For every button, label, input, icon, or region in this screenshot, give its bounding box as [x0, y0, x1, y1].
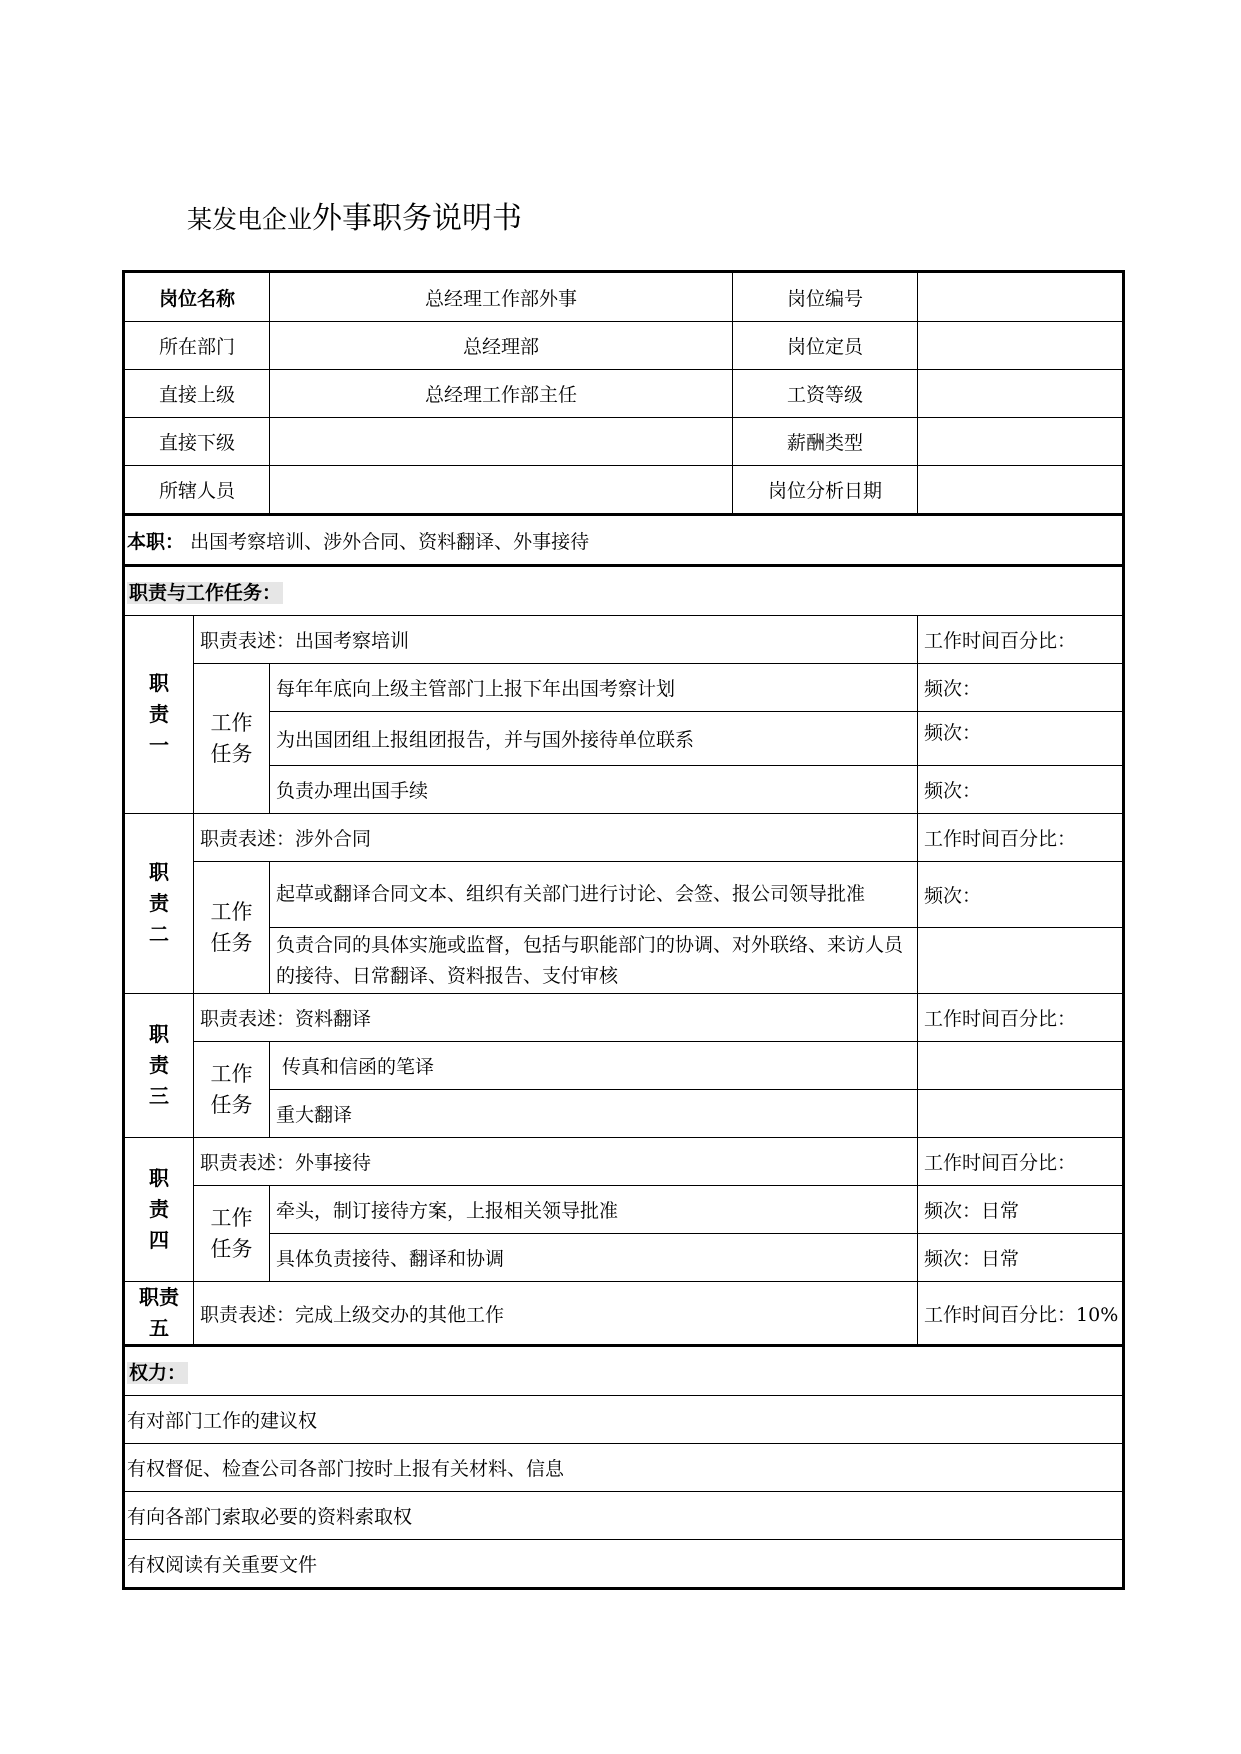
duty-1-percent: 工作时间百分比：: [918, 616, 1124, 664]
duty-4-task-2-freq: 频次：日常: [918, 1234, 1124, 1282]
power-row: [124, 1540, 1124, 1589]
duty-5-label: 职责五: [124, 1282, 194, 1346]
info-value: 总经理工作部外事: [270, 272, 733, 322]
info-row-position-name: [124, 272, 1124, 322]
duty-5-percent: 工作时间百分比：10%: [918, 1282, 1124, 1346]
duties-header-row: [124, 566, 1124, 616]
info-row-superior: [124, 370, 1124, 418]
duty-4-task-label: 工作任务: [194, 1186, 270, 1282]
duty-4-task-row: [124, 1234, 1124, 1282]
duty-2-task-row: [124, 862, 1124, 928]
power-row: [124, 1444, 1124, 1492]
duty-4-task-1: 牵头，制订接待方案，上报相关领导批准: [270, 1186, 918, 1234]
duty-2-percent: 工作时间百分比：: [918, 814, 1124, 862]
duty-3-task-label: 工作任务: [194, 1042, 270, 1138]
power-item-2: 有权督促、检查公司各部门按时上报有关材料、信息: [124, 1444, 1124, 1492]
duty-1-task-2: 为出国团组上报组团报告，并与国外接待单位联系: [270, 712, 918, 766]
duty-2-task-1: 起草或翻译合同文本、组织有关部门进行讨论、会签、报公司领导批准: [270, 862, 918, 928]
duty-1-task-row: [124, 712, 1124, 766]
duty-2-task-2-freq: [918, 928, 1124, 994]
info-value: [270, 418, 733, 466]
powers-header-row: [124, 1346, 1124, 1396]
duty-3-task-2: 重大翻译: [270, 1090, 918, 1138]
info-value2: [918, 272, 1124, 322]
duty-4-task-2: 具体负责接待、翻译和协调: [270, 1234, 918, 1282]
info-row-staff: [124, 466, 1124, 515]
info-value2: [918, 466, 1124, 515]
duty-3-task-1: 传真和信函的笔译: [270, 1042, 918, 1090]
duty-3-task-1-freq: [918, 1042, 1124, 1090]
info-label: 岗位名称: [124, 272, 270, 322]
duty-4-task-row: [124, 1186, 1124, 1234]
power-row: [124, 1396, 1124, 1444]
power-row: [124, 1492, 1124, 1540]
duty-3-percent: 工作时间百分比：: [918, 994, 1124, 1042]
info-value: 总经理部: [270, 322, 733, 370]
duty-3-desc-row: [124, 994, 1124, 1042]
info-label2: 岗位定员: [733, 322, 918, 370]
info-value: [270, 466, 733, 515]
duty-2-desc-row: [124, 814, 1124, 862]
duties-header: 职责与工作任务：: [129, 581, 282, 604]
info-value2: [918, 322, 1124, 370]
powers-header: 权力：: [129, 1361, 187, 1384]
main-duty-row: [124, 515, 1124, 566]
duty-4-task-1-freq: 频次：日常: [918, 1186, 1124, 1234]
duty-1-task-label: 工作任务: [194, 664, 270, 814]
duty-1-task-1: 每年年底向上级主管部门上报下年出国考察计划: [270, 664, 918, 712]
duty-2-label: 职责二: [124, 814, 194, 994]
info-label: 所在部门: [124, 322, 270, 370]
duty-1-desc: 职责表述：出国考察培训: [194, 616, 918, 664]
info-row-subordinate: [124, 418, 1124, 466]
info-label2: 岗位编号: [733, 272, 918, 322]
duty-1-desc-row: [124, 616, 1124, 664]
info-value: 总经理工作部主任: [270, 370, 733, 418]
duty-1-task-3-freq: 频次：: [918, 766, 1124, 814]
duty-2-desc: 职责表述：涉外合同: [194, 814, 918, 862]
job-description-table: [122, 270, 1125, 1590]
duty-1-task-2-freq: 频次：: [918, 712, 1124, 766]
info-row-department: [124, 322, 1124, 370]
info-value2: [918, 370, 1124, 418]
duty-1-task-row: [124, 664, 1124, 712]
duty-2-task-label: 工作任务: [194, 862, 270, 994]
duty-5-row: [124, 1282, 1124, 1346]
duty-3-task-2-freq: [918, 1090, 1124, 1138]
duty-1-label: 职责一: [124, 616, 194, 814]
title-part2: 外事职务说明书: [312, 201, 523, 236]
power-item-1: 有对部门工作的建议权: [124, 1396, 1124, 1444]
document-title: [187, 193, 522, 237]
title-part1: 某发电企业: [187, 205, 313, 234]
info-label: 所辖人员: [124, 466, 270, 515]
info-label: 直接上级: [124, 370, 270, 418]
duty-4-percent: 工作时间百分比：: [918, 1138, 1124, 1186]
info-label2: 岗位分析日期: [733, 466, 918, 515]
duty-3-label: 职责三: [124, 994, 194, 1138]
info-value2: [918, 418, 1124, 466]
power-item-3: 有向各部门索取必要的资料索取权: [124, 1492, 1124, 1540]
main-duty-value: 出国考察培训、涉外合同、资料翻译、外事接待: [190, 530, 590, 553]
duty-2-task-2: 负责合同的具体实施或监督，包括与职能部门的协调、对外联络、来访人员的接待、日常翻译、资料报告、支付审核: [270, 928, 918, 994]
duty-5-desc: 职责表述：完成上级交办的其他工作: [194, 1282, 918, 1346]
power-item-4: 有权阅读有关重要文件: [124, 1540, 1124, 1589]
duty-3-task-row: [124, 1090, 1124, 1138]
info-label: 直接下级: [124, 418, 270, 466]
duty-2-task-row: [124, 928, 1124, 994]
info-label2: 薪酬类型: [733, 418, 918, 466]
duty-3-desc: 职责表述：资料翻译: [194, 994, 918, 1042]
duty-1-task-3: 负责办理出国手续: [270, 766, 918, 814]
duty-4-label: 职责四: [124, 1138, 194, 1282]
duty-2-task-1-freq: 频次：: [918, 862, 1124, 928]
duty-1-task-1-freq: 频次：: [918, 664, 1124, 712]
main-duty-label: 本职：: [127, 530, 185, 553]
duty-1-task-row: [124, 766, 1124, 814]
info-label2: 工资等级: [733, 370, 918, 418]
duty-4-desc: 职责表述：外事接待: [194, 1138, 918, 1186]
duty-3-task-row: [124, 1042, 1124, 1090]
duty-4-desc-row: [124, 1138, 1124, 1186]
